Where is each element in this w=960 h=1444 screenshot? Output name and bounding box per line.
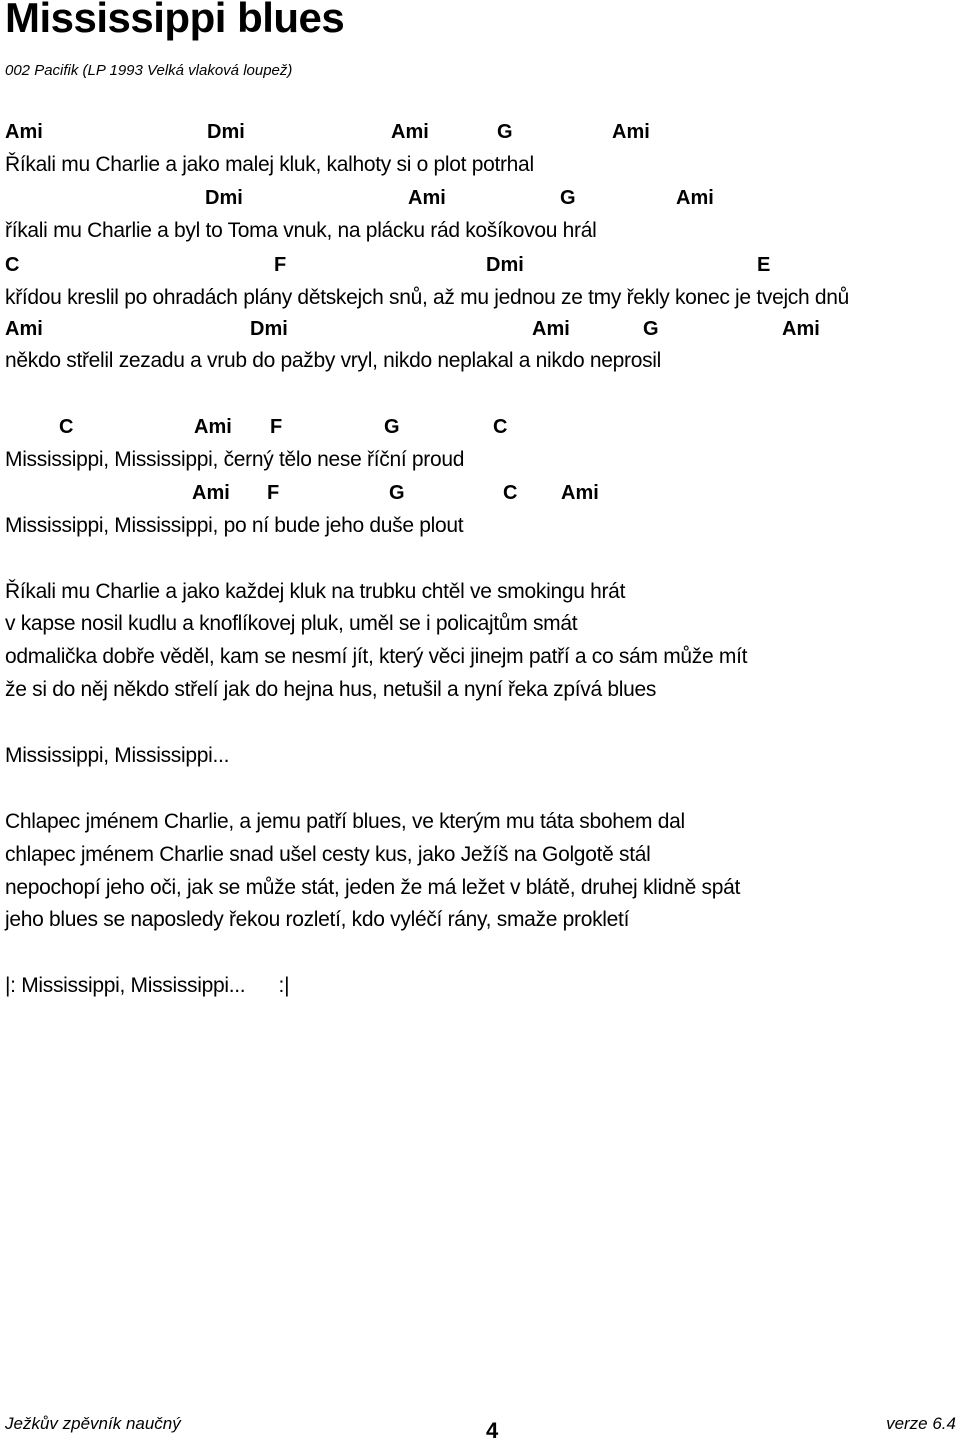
chord: G (384, 416, 400, 438)
chord: C (59, 416, 74, 438)
footer-version: verze 6.4 (886, 1414, 956, 1433)
song-subtitle: 002 Pacifik (LP 1993 Velká vlaková loupež) (5, 62, 293, 79)
chord-line (0, 315, 960, 343)
chord-line (0, 118, 960, 146)
song-title: Mississippi blues (5, 0, 345, 41)
chord: G (643, 318, 659, 340)
lyric-line: Říkali mu Charlie a jako malej kluk, kalhoty si o plot potrhal (5, 153, 534, 176)
lyric-line: že si do něj někdo střelí jak do hejna hus, netušil a nyní řeka zpívá blues (5, 678, 657, 701)
chord: C (503, 482, 518, 504)
lyric-line: křídou kreslil po ohradách plány dětskejch snů, až mu jednou ze tmy řekly konec je tvejch dnů (5, 286, 850, 309)
chord: F (274, 254, 287, 276)
chord: Ami (782, 318, 820, 340)
chord: C (5, 254, 20, 276)
lyric-line: někdo střelil zezadu a vrub do pažby vryl, nikdo neplakal a nikdo neprosil (5, 349, 662, 372)
chord: F (270, 416, 283, 438)
chord: G (560, 187, 576, 209)
chord: Ami (408, 187, 446, 209)
lyric-line: Mississippi, Mississippi, po ní bude jeho duše plout (5, 514, 464, 537)
chord: Dmi (486, 254, 524, 276)
chord: Ami (532, 318, 570, 340)
chord: Dmi (250, 318, 288, 340)
lyric-line: říkali mu Charlie a byl to Toma vnuk, na plácku rád košíkovou hrál (5, 219, 597, 242)
lyric-line: jeho blues se naposledy řekou rozletí, kdo vyléčí rány, smaže prokletí (5, 908, 630, 931)
chord-line (0, 184, 960, 212)
chord: Ami (676, 187, 714, 209)
chord: Ami (5, 318, 43, 340)
page-number: 4 (486, 1418, 499, 1443)
lyric-line: odmalička dobře věděl, kam se nesmí jít, který věci jinejm patří a co sám může mít (5, 645, 748, 668)
chord: Ami (561, 482, 599, 504)
footer-songbook-name: Ježkův zpěvník naučný (5, 1414, 181, 1433)
chord: Ami (192, 482, 230, 504)
chord-line (0, 251, 960, 279)
chorus-repeat: |: Mississippi, Mississippi... :| (5, 974, 290, 997)
chord: F (267, 482, 280, 504)
chord: Ami (194, 416, 232, 438)
chord: E (757, 254, 771, 276)
chord: Dmi (207, 121, 245, 143)
chord: G (389, 482, 405, 504)
chord-line (0, 413, 960, 441)
chord: Ami (5, 121, 43, 143)
chord: G (497, 121, 513, 143)
chord-line (0, 479, 960, 507)
chord: C (493, 416, 508, 438)
lyric-line: Říkali mu Charlie a jako každej kluk na trubku chtěl ve smokingu hrát (5, 580, 626, 603)
lyric-line: Mississippi, Mississippi, černý tělo nese říční proud (5, 448, 465, 471)
lyric-line: Chlapec jménem Charlie, a jemu patří blues, ve kterým mu táta sbohem dal (5, 810, 685, 833)
lyric-line: nepochopí jeho oči, jak se může stát, jeden že má ležet v blátě, druhej klidně spát (5, 876, 741, 899)
chord: Ami (391, 121, 429, 143)
chord: Ami (612, 121, 650, 143)
lyric-line: v kapse nosil kudlu a knoflíkovej pluk, uměl se i policajtům smát (5, 612, 578, 635)
chord: Dmi (205, 187, 243, 209)
chorus-reference: Mississippi, Mississippi... (5, 744, 230, 767)
lyric-line: chlapec jménem Charlie snad ušel cesty kus, jako Ježíš na Golgotě stál (5, 843, 651, 866)
